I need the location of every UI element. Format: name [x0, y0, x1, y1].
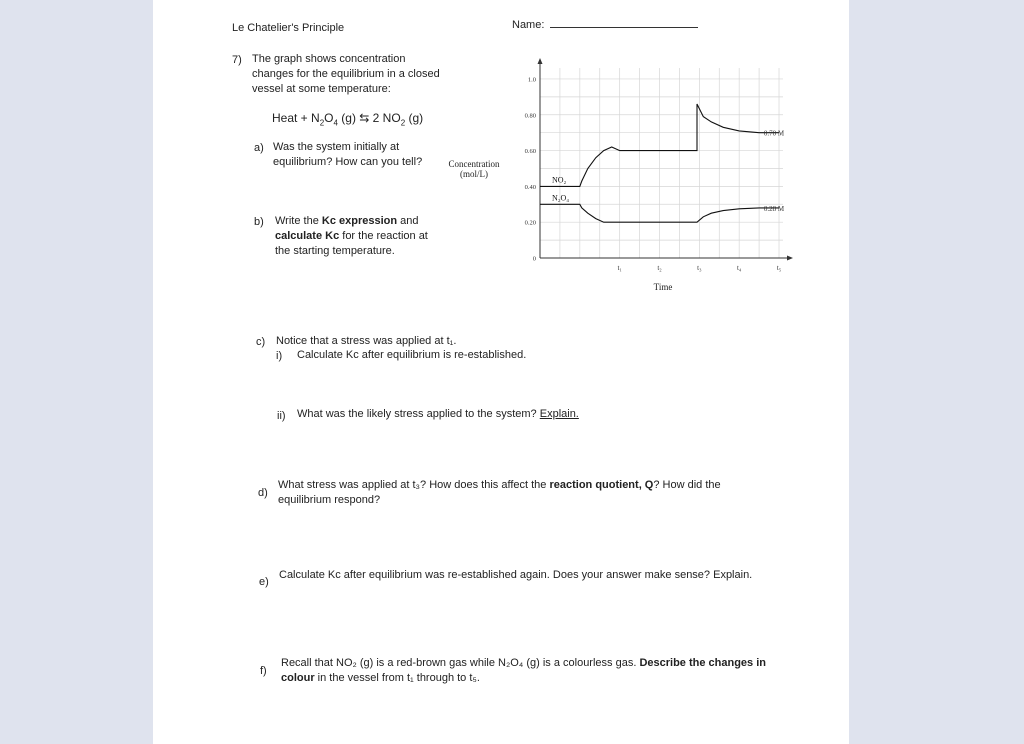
text-run-bold: reaction quotient, Q — [549, 479, 654, 491]
text-run: Write the — [275, 215, 322, 227]
y-tick-label: 0.80 — [524, 112, 536, 120]
value-annotation: 0.70 M — [763, 129, 785, 138]
worksheet-title: Le Chatelier's Principle — [232, 22, 345, 34]
eq-part: (g) — [405, 111, 424, 125]
y-axis-label-unit: (mol/L) — [460, 169, 488, 179]
chart-annotations — [764, 130, 785, 213]
part-b-label: b) — [254, 216, 264, 228]
eq-part: O — [324, 111, 334, 125]
x-tick-labels — [617, 264, 781, 272]
eq-sub: 2 — [400, 118, 406, 128]
text-run: in the vessel from t₁ through to t₅. — [314, 672, 480, 684]
text-run: for the reaction at the starting temperature. — [275, 230, 428, 257]
eq-part: Heat + N — [272, 111, 320, 125]
name-input-line[interactable] — [550, 27, 698, 28]
text-run: What was the likely stress applied to the system? — [297, 408, 537, 420]
y-axis-arrow — [538, 58, 543, 64]
y-tick-label: 0.40 — [524, 183, 536, 191]
part-d-label: d) — [258, 487, 268, 499]
series-label: N₂O₄ — [551, 193, 570, 203]
y-tick-label: 1.0 — [527, 76, 536, 84]
part-b-text — [275, 214, 440, 259]
part-f-text — [281, 656, 771, 686]
part-c-ii-label: ii) — [277, 410, 286, 422]
question-intro: The graph shows concentration changes for the equilibrium in a closed vessel at some temperature: — [252, 53, 440, 95]
text-run: ? How did the equilibrium respond? — [278, 479, 721, 506]
explain-underlined: Explain. — [539, 408, 579, 420]
chart-grid — [540, 68, 783, 258]
part-d-text — [278, 478, 748, 508]
text-run-bold: Kc expression — [321, 215, 398, 227]
x-tick-label: t₄ — [736, 264, 742, 272]
chart-axes — [538, 58, 794, 261]
part-c-i-text: Calculate Kc after equilibrium is re-established. — [297, 349, 527, 361]
eq-part: (g) ⇆ 2 NO — [337, 111, 401, 125]
part-f-label: f) — [260, 665, 267, 677]
reaction-equation — [272, 111, 423, 130]
x-tick-label: t₁ — [617, 264, 622, 272]
y-tick-label: 0 — [532, 255, 536, 263]
name-label: Name: — [512, 19, 545, 31]
x-axis-label: Time — [653, 282, 673, 292]
x-tick-label: t₅ — [776, 264, 782, 272]
y-tick-label: 0.20 — [524, 219, 536, 227]
value-annotation: 0.28 M — [763, 204, 785, 213]
part-a-text: Was the system initially at equilibrium? How can you tell? — [273, 141, 423, 168]
part-e-text: Calculate Kc after equilibrium was re-established again. Does your answer make sense? Explain. — [279, 569, 753, 581]
part-c-ii-text — [297, 407, 579, 422]
eq-sub: 2 — [319, 118, 325, 128]
text-run: What stress was applied at t₃? How does this affect the — [278, 479, 550, 491]
text-run-bold: Describe the changes in colour — [281, 657, 766, 684]
x-tick-label: t₃ — [697, 264, 702, 272]
part-c-label: c) — [256, 336, 266, 348]
part-a-label: a) — [254, 142, 264, 154]
eq-sub: 4 — [333, 118, 338, 128]
part-e-label: e) — [259, 576, 269, 588]
part-c-text: Notice that a stress was applied at t₁. — [276, 335, 457, 347]
worksheet-page — [153, 0, 849, 744]
question-number: 7) — [232, 54, 242, 66]
x-tick-label: t₂ — [657, 264, 662, 272]
text-run: Recall that NO₂ (g) is a red-brown gas while N₂O₄ (g) is a colourless gas. — [281, 657, 640, 669]
text-run-bold: calculate Kc — [275, 230, 340, 242]
concentration-time-chart — [433, 50, 803, 300]
y-axis-label: Concentration — [448, 159, 500, 169]
series-label: NO₂ — [551, 175, 567, 185]
y-tick-labels — [525, 76, 536, 262]
y-tick-label: 0.60 — [524, 148, 536, 156]
x-axis-arrow — [787, 256, 793, 261]
part-c-i-label: i) — [276, 350, 283, 362]
text-run: and — [397, 215, 419, 227]
